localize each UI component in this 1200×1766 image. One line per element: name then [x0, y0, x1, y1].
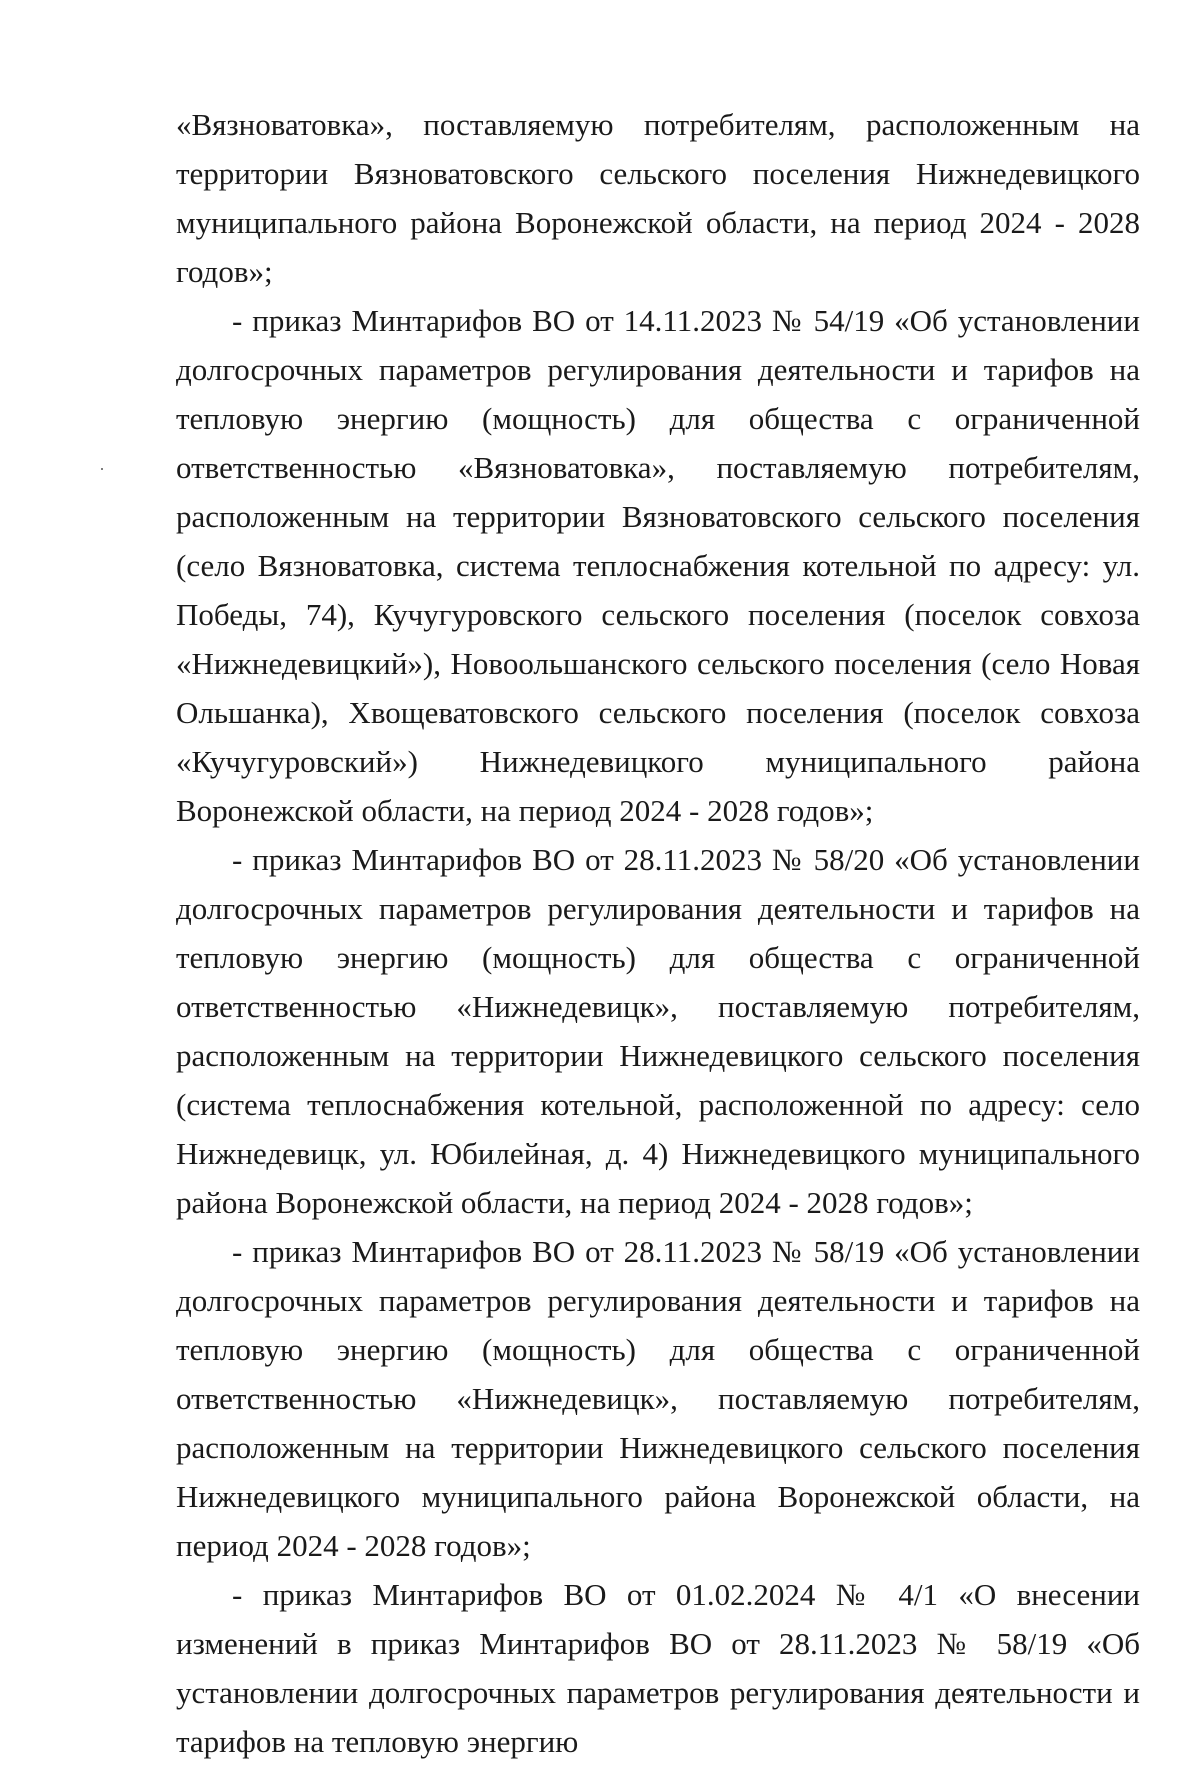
document-body [176, 100, 1140, 1766]
paragraph-order-54-19: - приказ Минтарифов ВО от 14.11.2023 № 54/19 «Об установлении долгосрочных параметров регулирования деятельности и тарифов на тепловую энергию (мощность) для общества с ограниченной ответственностью «Вязноватовка», поставляемую потребителям, расположенным на территории Вязноватовского сельского поселения (село Вязноватовка, система теплоснабжения котельной по адресу: ул. Победы, 74), Кучугуровского сельского поселения (поселок совхоза «Нижнедевицкий»), Новоольшанского сельского поселения (село Новая Ольшанка), Хвощеватовского сельского поселения (поселок совхоза «Кучугуровский») Нижнедевицкого муниципального района Воронежской области, на период 2024 - 2028 годов»; [176, 303, 1140, 828]
paragraph-continuation: «Вязноватовка», поставляемую потребителям, расположенным на территории Вязноватовского сельского поселения Нижнедевицкого муниципального района Воронежской области, на период 2024 - 2028 годов»; [176, 107, 1140, 289]
paragraph-order-4-1: - приказ Минтарифов ВО от 01.02.2024 № 4/1 «О внесении изменений в приказ Минтарифов ВО от 28.11.2023 № 58/19 «Об установлении долгосрочных параметров регулирования деятельности и тарифов на тепловую энергию [176, 1577, 1140, 1759]
paragraph-order-58-19: - приказ Минтарифов ВО от 28.11.2023 № 58/19 «Об установлении долгосрочных параметров регулирования деятельности и тарифов на тепловую энергию (мощность) для общества с ограниченной ответственностью «Нижнедевицк», поставляемую потребителям, расположенным на территории Нижнедевицкого сельского поселения Нижнедевицкого муниципального района Воронежской области, на период 2024 - 2028 годов»; [176, 1234, 1140, 1563]
margin-mark [101, 468, 103, 470]
paragraph-order-58-20: - приказ Минтарифов ВО от 28.11.2023 № 58/20 «Об установлении долгосрочных параметров регулирования деятельности и тарифов на тепловую энергию (мощность) для общества с ограниченной ответственностью «Нижнедевицк», поставляемую потребителям, расположенным на территории Нижнедевицкого сельского поселения (система теплоснабжения котельной, расположенной по адресу: село Нижнедевицк, ул. Юбилейная, д. 4) Нижнедевицкого муниципального района Воронежской области, на период 2024 - 2028 годов»; [176, 842, 1140, 1220]
